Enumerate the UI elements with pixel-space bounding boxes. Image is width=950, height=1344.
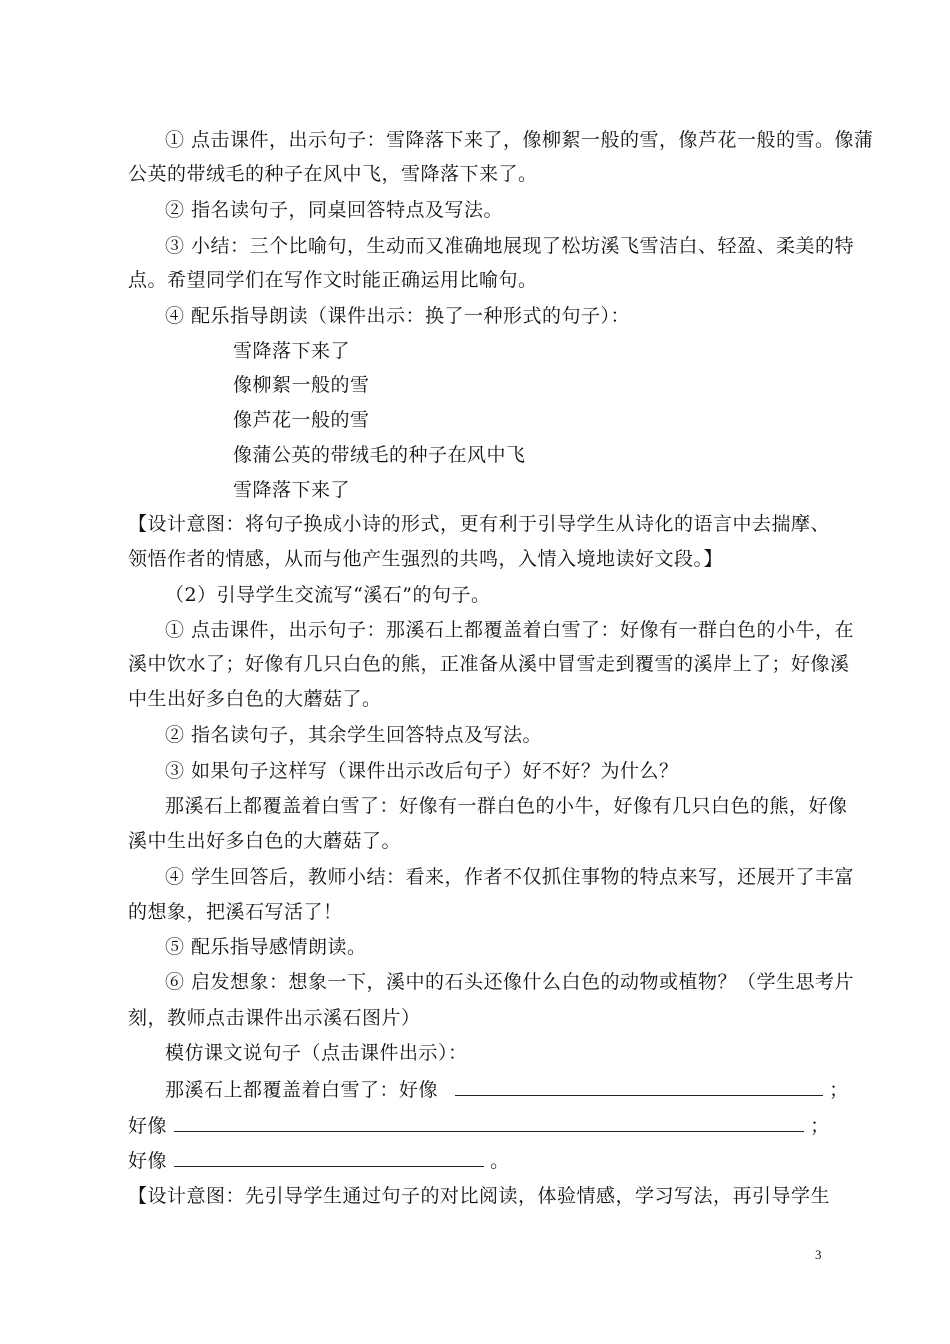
fill-in-suffix: ； (810, 1115, 830, 1137)
fill-in-line-1 (165, 1077, 849, 1102)
paragraph-line: 点。希望同学们在写作文时能正确运用比喻句。 (128, 269, 538, 291)
paragraph-line: ⑤ 配乐指导感情朗读。 (165, 936, 367, 958)
design-intent-line: 【设计意图：先引导学生通过句子的对比阅读，体验情感，学习写法，再引导学生 (128, 1185, 831, 1207)
paragraph-line: 中生出好多白色的大蘑菇了。 (128, 688, 382, 710)
paragraph-line: ④ 配乐指导朗读（课件出示：换了一种形式的句子）： (165, 305, 631, 327)
paragraph-line: ③ 如果句子这样写（课件出示改后句子）好不好？为什么？ (165, 760, 679, 782)
paragraph-line: 模仿课文说句子（点击课件出示）： (165, 1042, 468, 1064)
fill-in-prefix: 那溪石上都覆盖着白雪了：好像 (165, 1079, 439, 1101)
paragraph-line: ① 点击课件，出示句子：那溪石上都覆盖着白雪了：好像有一群白色的小牛，在 (165, 619, 855, 641)
fill-in-prefix: 好像 (128, 1115, 168, 1137)
fill-in-blank[interactable] (455, 1077, 823, 1096)
section-heading: （2）引导学生交流写“溪石”的句子。 (165, 584, 491, 606)
paragraph-line: 的想象，把溪石写活了！ (128, 901, 343, 923)
paragraph-line: 刻，教师点击课件出示溪石图片） (128, 1007, 421, 1029)
paragraph-line: ② 指名读句子，同桌回答特点及写法。 (165, 199, 504, 221)
paragraph-line: 公英的带绒毛的种子在风中飞，雪降落下来了。 (128, 163, 538, 185)
fill-in-blank[interactable] (174, 1148, 484, 1167)
fill-in-blank[interactable] (174, 1113, 804, 1132)
design-intent-line: 【设计意图：将句子换成小诗的形式，更有利于引导学生从诗化的语言中去揣摩、 (128, 513, 831, 535)
poem-line: 像柳絮一般的雪 (233, 374, 370, 396)
page-number: 3 (815, 1247, 822, 1262)
fill-in-line-2 (128, 1113, 830, 1138)
paragraph-line: ② 指名读句子，其余学生回答特点及写法。 (165, 724, 543, 746)
design-intent-line: 领悟作者的情感，从而与他产生强烈的共鸣，入情入境地读好文段。】 (128, 548, 724, 570)
fill-in-suffix: ； (829, 1079, 849, 1101)
paragraph-line: ① 点击课件，出示句子：雪降落下来了，像柳絮一般的雪，像芦花一般的雪。像蒲 (165, 129, 874, 151)
poem-line: 像蒲公英的带绒毛的种子在风中飞 (233, 444, 526, 466)
poem-line: 雪降落下来了 (233, 340, 351, 362)
poem-line: 像芦花一般的雪 (233, 409, 370, 431)
poem-line: 雪降落下来了 (233, 479, 351, 501)
fill-in-suffix: 。 (490, 1150, 510, 1172)
paragraph-line: ⑥ 启发想象：想象一下，溪中的石头还像什么白色的动物或植物？（学生思考片 (165, 971, 855, 993)
paragraph-line: ④ 学生回答后，教师小结：看来，作者不仅抓住事物的特点来写，还展开了丰富 (165, 866, 855, 888)
fill-in-prefix: 好像 (128, 1150, 168, 1172)
paragraph-line: 那溪石上都覆盖着白雪了：好像有一群白色的小牛，好像有几只白色的熊，好像 (165, 795, 848, 817)
paragraph-line: 溪中饮水了；好像有几只白色的熊，正准备从溪中冒雪走到覆雪的溪岸上了；好像溪 (128, 653, 850, 675)
fill-in-line-3 (128, 1148, 510, 1173)
paragraph-line: ③ 小结：三个比喻句，生动而又准确地展现了松坊溪飞雪洁白、轻盈、柔美的特 (165, 235, 855, 257)
paragraph-line: 溪中生出好多白色的大蘑菇了。 (128, 830, 402, 852)
